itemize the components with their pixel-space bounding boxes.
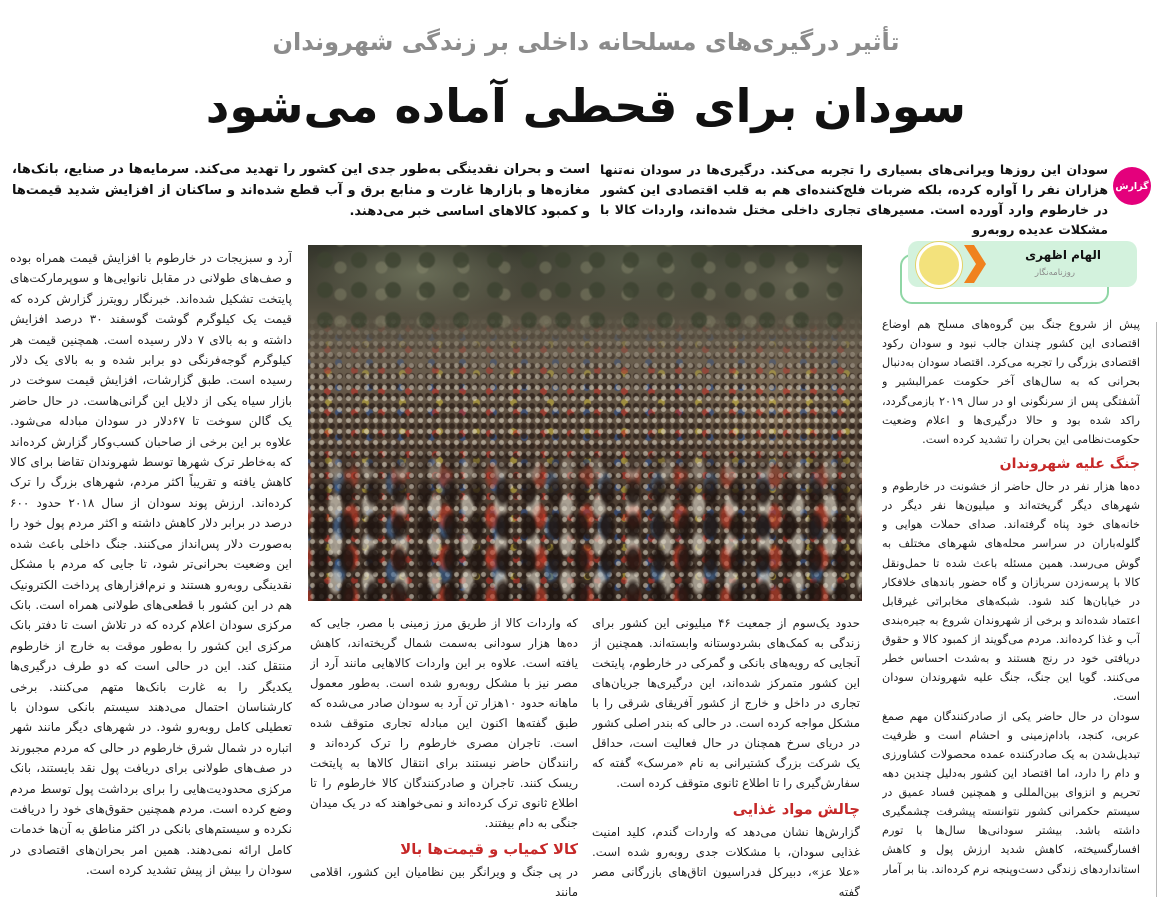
paragraph: آرد و سبزیجات در خارطوم با افزایش قیمت همراه بوده و صف‌های طولانی در مقابل نانوایی‌ها و سوپرمارکت‌های پایتخت تشکیل شده‌اند. خبرنگار رویترز گزارش کرده که قیمت یک کیلوگرم گوشت گوسفند ۳۰ درصد افزایش داشته و به بالای ۷ دلار رسیده است. همچنین قیمت هر کیلوگرم گوجه‌فرنگی دو برابر شده و به بالای یک دلار رسیده است. طبق گزارشات، افزایش قیمت سوخت در بازار سیاه یکی از دلایل این گرانی‌هاست. در حال حاضر یک گالن سوخت تا ۶۷دلار در سودان مبادله می‌شود. علاوه بر این برخی از صاحبان کسب‌وکار گزارش کرده‌اند که به‌خاطر ترک شهرها توسط شهروندان تقاضا برای کالا کاهش یافته و تقریباً اکثر مردم، شهرهای بزرگ را ترک کرده‌اند. ارزش پوند سودان از سال ۲۰۱۸ حدود ۶۰۰ درصد در برابر دلار کاهش داشته و اکثر مردم پول خود را به‌صورت دلار پس‌انداز می‌کنند. جنگ داخلی باعث شده این وضعیت بحرانی‌تر شود، تا جایی که مردم با مشکل نقدینگی روبه‌رو هستند و نرم‌افزارهای پرداخت الکترونیک هم در این کشور با قطعی‌های طولانی همراه است. بانک مرکزی سودان اعلام کرده که در تلاش است تا دفتر بانک مرکزی این کشور را به‌طور موقت به خارج از خارطوم منتقل کند. این در حالی است که دو طرف درگیری‌ها یکدیگر را به غارت بانک‌ها متهم می‌کنند. برخی کارشناسان احتمال می‌دهند سیستم بانکی سودان با تعطیلی کامل روبه‌رو شود. در شهرهای دیگر مانند شهر اتباره در شمال شرق خارطوم در حالی که مردم مجبورند در صف‌های طولانی برای دریافت پول نقد بایستند، بانک مرکزی محدودیت‌هایی را برای برداشت پول توسط مردم وضع کرده است. مردم همچنین حقوق‌های خود را دریافت نکرده و سیستم‌های بانکی در اکثر مناطق به آن‌ها خدمات کامل ارائه نمی‌دهند. همین امر بحران‌های اقتصادی در سودان را بیش از پیش تشدید کرده است. xyxy=(10,251,292,878)
column-right xyxy=(882,315,1140,905)
column-rule xyxy=(1156,322,1157,897)
paragraph: سودان در حال حاضر یکی از صادرکنندگان مهم صمغ عربی، کنجد، بادام‌زمینی و احشام است و ظرفیت تبدیل‌شدن به یک صادرکننده عمده محصولات کشاورزی و دام را دارد، اما اقتصاد این کشور به‌دلیل چندین دهه تحریم و انزوای بین‌المللی و همچنین فساد عمیق در سیستم حکمرانی کشور نتوانسته پیشرفت چشمگیری داشته باشد. بیشتر سودانی‌ها سال‌ها با تورم افسارگسیخته، کاهش شدید ارزش پول و کاهش استانداردهای زندگی دست‌وپنجه نرم کرده‌اند. بنا بر آمار xyxy=(882,709,1140,876)
subheading-food-challenge: چالش مواد غذایی xyxy=(732,800,860,818)
author-name: الهام اظهری xyxy=(1025,248,1101,262)
lead-paragraph-right: سودان این روزها ویرانی‌های بسیاری را تجربه می‌کند. درگیری‌ها در سودان نه‌تنها هزاران نفر را آواره کرده، بلکه ضربات فلج‌کننده‌ای هم به قلب اقتصادی این کشور در خارطوم وارد آورده است. مسیرهای تجاری داخلی مختل شده‌اند، واردات کالا با مشکلات عدیده روبه‌رو xyxy=(600,162,1108,237)
paragraph: که واردات کالا از طریق مرز زمینی با مصر، جایی که ده‌ها هزار سودانی به‌سمت شمال گریخته‌اند، کاهش یافته است. علاوه بر این واردات کالاهایی مانند آرد از مصر نیز با مشکل روبه‌رو شده است. به‌طور معمول ماهانه حدود ۱۰هزار تن آرد به سودان صادر می‌شده که طبق گفته‌ها اکنون این مبادله تجاری متوقف شده است. تاجران مصری خارطوم را ترک کرده‌اند و رانندگان حاضر نیستند برای انتقال کالاها به پایتخت ریسک کنند. تاجران و صادرکنندگان کالا خارطوم را تا اطلاع ثانوی ترک کرده‌اند و نمی‌خواهند که در یک میدان جنگی به دام بیفتند. xyxy=(310,616,578,830)
column-left xyxy=(10,248,292,905)
author-avatar xyxy=(916,242,962,288)
article-headline: سودان برای قحطی آماده می‌شود xyxy=(206,79,966,133)
subheading-scarce-goods-high-prices: کالا کمیاب و قیمت‌ها بالا xyxy=(400,840,578,858)
photo-foreground-people xyxy=(308,441,862,601)
column-middle-left xyxy=(310,614,578,905)
paragraph: پیش از شروع جنگ بین گروه‌های مسلح هم اوضاع اقتصادی این کشور چندان جالب نبود و سودان رکود اقتصادی بزرگی را تجربه می‌کرد. اقتصاد سودان به‌دنبال بحرانی که به سال‌های آخر حکومت عمرالبشیر و آشفتگی پس از سرنگونی او در سال ۲۰۱۹ بازمی‌گردد، راکد شده بود و حالا درگیری‌ها و اعلام وضعیت حکومت‌نظامی این بحران را تشدید کرده است. xyxy=(882,318,1140,446)
subheading-war-on-citizens: جنگ علیه شهروندان xyxy=(999,455,1140,472)
paragraph: حدود یک‌سوم از جمعیت ۴۶ میلیونی این کشور برای زندگی به کمک‌های بشردوستانه وابسته‌اند. همچنین از آنجایی که رویه‌های بانکی و گمرکی در خارطوم، پایتخت این کشور متمرکز شده‌اند، این درگیری‌ها جریان‌های تجاری در داخل و خارج از کشور آفریقای شرقی را با مشکل مواجه کرده است. در حالی که بندر اصلی کشور در دریای سرخ همچنان در حال فعالیت است، حداقل یک شرکت بزرگ کشتیرانی به نام «مرسک» گفته که سفارش‌گیری را تا اطلاع ثانوی متوقف کرده است. xyxy=(592,616,860,790)
paragraph: ده‌ها هزار نفر در حال حاضر از خشونت در خارطوم و شهرهای دیگر گریخته‌اند و میلیون‌ها نفر دیگر در خانه‌های خود پناه گرفته‌اند. صدای حملات هوایی و گلوله‌باران در سراسر محله‌های شهرهای مختلف به گوش می‌رسد. همین مسئله باعث شده تا حمل‌ونقل کالا با پرسه‌زدن سربازان و گاه حضور باندهای خلافکار در خیابان‌ها کند شود. شبکه‌های مخابراتی غیرقابل اعتماد شده‌اند و برخی از شهروندان شروع به جیره‌بندی آب و غذا کرده‌اند. مردم می‌گویند از کمبود کالا و حقوق دریافتی خود در رنج هستند و به‌شدت احساس خطر می‌کنند. گویا این جنگ، جنگ علیه شهروندان سودان است. xyxy=(882,480,1140,704)
chevron-shape xyxy=(964,245,986,283)
paragraph: در پی جنگ و ویرانگر بین نظامیان این کشور، اقلامی مانند xyxy=(310,865,578,899)
paragraph: گزارش‌ها نشان می‌دهد که واردات گندم، کلید امنیت غذایی سودان، با مشکلات جدی روبه‌رو شده است. «علا عز»، دبیرکل فدراسیون اتاق‌های بازرگانی مصر گفته xyxy=(592,825,860,899)
section-badge xyxy=(1113,167,1151,205)
crowd-photo xyxy=(308,245,862,601)
author-role: روزنامه‌نگار xyxy=(1034,268,1075,278)
chevron-icon xyxy=(962,243,988,285)
section-badge-label: گزارش xyxy=(1115,180,1149,192)
article-kicker: تأثیر درگیری‌های مسلحانه داخلی بر زندگی شهروندان xyxy=(272,28,900,56)
lead-paragraph-left: است و بحران نقدینگی به‌طور جدی این کشور را تهدید می‌کند. سرمایه‌ها در صنایع، بانک‌ها، مغازه‌ها و بازارها غارت و منابع برق و آب قطع شده‌اند و ساکنان از افزایش شدید قیمت‌ها و کمبود کالاهای اساسی خبر می‌دهند. xyxy=(12,162,590,219)
column-middle-right xyxy=(592,614,860,905)
